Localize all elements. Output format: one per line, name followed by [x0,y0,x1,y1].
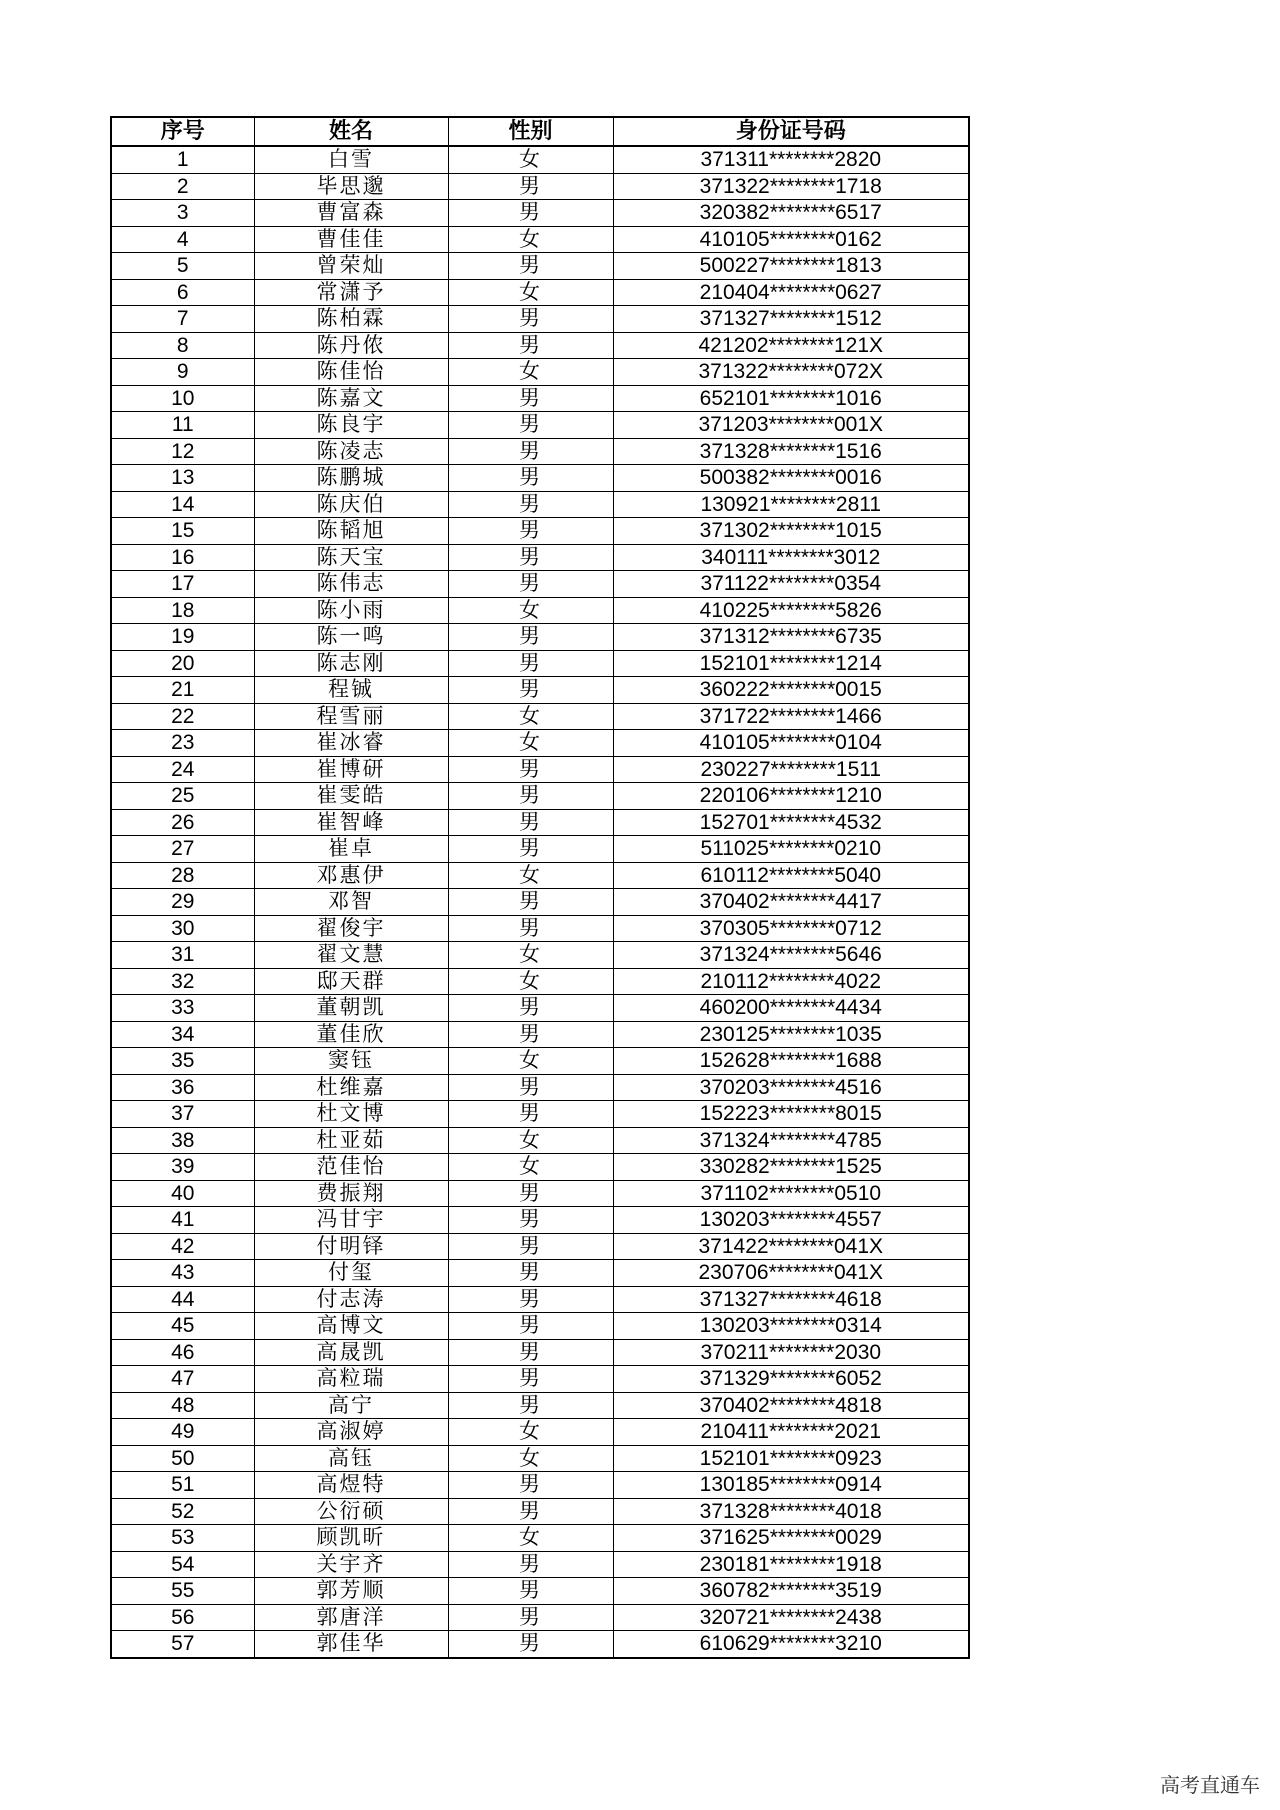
cell-id-number: 210112********4022 [613,968,969,995]
cell-gender: 男 [448,518,613,545]
cell-index: 15 [111,518,254,545]
cell-id-number: 152101********1214 [613,650,969,677]
cell-gender: 男 [448,1233,613,1260]
table-row [111,1260,969,1287]
cell-name: 董朝凯 [254,995,448,1022]
cell-gender: 男 [448,1631,613,1658]
cell-name: 崔智峰 [254,809,448,836]
cell-index: 54 [111,1551,254,1578]
cell-index: 35 [111,1048,254,1075]
cell-id-number: 371302********1015 [613,518,969,545]
cell-gender: 男 [448,438,613,465]
cell-name: 陈凌志 [254,438,448,465]
cell-gender: 女 [448,1154,613,1181]
cell-name: 关宇齐 [254,1551,448,1578]
cell-id-number: 371722********1466 [613,703,969,730]
table-row [111,1366,969,1393]
cell-id-number: 371327********1512 [613,306,969,333]
table-row [111,200,969,227]
cell-id-number: 410105********0162 [613,226,969,253]
table-row [111,544,969,571]
cell-id-number: 511025********0210 [613,836,969,863]
cell-gender: 女 [448,279,613,306]
table-row [111,1631,969,1658]
cell-id-number: 410225********5826 [613,597,969,624]
cell-index: 21 [111,677,254,704]
cell-name: 费振翔 [254,1180,448,1207]
cell-id-number: 371324********4785 [613,1127,969,1154]
cell-index: 7 [111,306,254,333]
cell-gender: 男 [448,412,613,439]
cell-gender: 男 [448,624,613,651]
cell-name: 常潇予 [254,279,448,306]
table-row [111,1604,969,1631]
cell-gender: 男 [448,1286,613,1313]
cell-gender: 男 [448,1260,613,1287]
cell-gender: 男 [448,1366,613,1393]
cell-id-number: 421202********121X [613,332,969,359]
cell-index: 20 [111,650,254,677]
cell-name: 陈柏霖 [254,306,448,333]
cell-id-number: 130185********0914 [613,1472,969,1499]
cell-name: 冯甘宇 [254,1207,448,1234]
cell-gender: 男 [448,1551,613,1578]
cell-id-number: 230181********1918 [613,1551,969,1578]
cell-id-number: 152701********4532 [613,809,969,836]
cell-gender: 女 [448,1445,613,1472]
table-row [111,306,969,333]
cell-name: 陈庆伯 [254,491,448,518]
table-row [111,1445,969,1472]
cell-gender: 女 [448,359,613,386]
cell-index: 34 [111,1021,254,1048]
cell-index: 36 [111,1074,254,1101]
cell-gender: 男 [448,332,613,359]
table-row [111,756,969,783]
header-gender: 性别 [448,117,613,146]
cell-index: 26 [111,809,254,836]
cell-id-number: 371328********1516 [613,438,969,465]
cell-index: 3 [111,200,254,227]
cell-name: 高粒瑞 [254,1366,448,1393]
cell-gender: 男 [448,756,613,783]
cell-name: 程铖 [254,677,448,704]
cell-index: 42 [111,1233,254,1260]
cell-name: 郭芳顺 [254,1578,448,1605]
cell-gender: 女 [448,1419,613,1446]
cell-id-number: 152101********0923 [613,1445,969,1472]
cell-name: 高煜特 [254,1472,448,1499]
table-row [111,385,969,412]
cell-name: 陈天宝 [254,544,448,571]
cell-gender: 女 [448,703,613,730]
cell-name: 高博文 [254,1313,448,1340]
cell-id-number: 371422********041X [613,1233,969,1260]
cell-index: 29 [111,889,254,916]
table-row [111,1419,969,1446]
table-row [111,730,969,757]
cell-name: 郭佳华 [254,1631,448,1658]
cell-name: 陈小雨 [254,597,448,624]
student-roster-table [110,116,970,1659]
cell-name: 曾荣灿 [254,253,448,280]
cell-name: 崔卓 [254,836,448,863]
cell-index: 6 [111,279,254,306]
cell-index: 50 [111,1445,254,1472]
cell-id-number: 500382********0016 [613,465,969,492]
cell-id-number: 130921********2811 [613,491,969,518]
table-row [111,1578,969,1605]
cell-index: 14 [111,491,254,518]
cell-id-number: 230706********041X [613,1260,969,1287]
table-header [111,117,969,146]
cell-index: 18 [111,597,254,624]
cell-index: 53 [111,1525,254,1552]
cell-gender: 男 [448,1498,613,1525]
cell-gender: 女 [448,146,613,173]
cell-name: 高晟凯 [254,1339,448,1366]
table-row [111,1313,969,1340]
cell-gender: 男 [448,1074,613,1101]
cell-gender: 女 [448,862,613,889]
table-row [111,809,969,836]
cell-name: 顾凯昕 [254,1525,448,1552]
cell-id-number: 371102********0510 [613,1180,969,1207]
cell-id-number: 500227********1813 [613,253,969,280]
cell-index: 30 [111,915,254,942]
table-row [111,1180,969,1207]
table-row [111,1339,969,1366]
cell-index: 40 [111,1180,254,1207]
table-row [111,1074,969,1101]
cell-name: 邓智 [254,889,448,916]
cell-id-number: 371327********4618 [613,1286,969,1313]
cell-index: 43 [111,1260,254,1287]
cell-name: 公衍硕 [254,1498,448,1525]
cell-index: 46 [111,1339,254,1366]
cell-id-number: 360222********0015 [613,677,969,704]
cell-name: 白雪 [254,146,448,173]
cell-gender: 女 [448,597,613,624]
cell-name: 崔雯皓 [254,783,448,810]
cell-name: 杜亚茹 [254,1127,448,1154]
cell-name: 翟文慧 [254,942,448,969]
cell-name: 郭唐洋 [254,1604,448,1631]
table-row [111,1498,969,1525]
table-row [111,783,969,810]
cell-id-number: 230125********1035 [613,1021,969,1048]
cell-id-number: 320382********6517 [613,200,969,227]
table-row [111,1154,969,1181]
cell-gender: 男 [448,650,613,677]
cell-gender: 男 [448,1604,613,1631]
cell-id-number: 220106********1210 [613,783,969,810]
cell-gender: 男 [448,385,613,412]
cell-gender: 女 [448,1525,613,1552]
cell-gender: 男 [448,306,613,333]
table-row [111,650,969,677]
cell-gender: 男 [448,677,613,704]
watermark-text: 高考直通车 [1160,1773,1260,1797]
cell-index: 23 [111,730,254,757]
table-row [111,915,969,942]
cell-id-number: 652101********1016 [613,385,969,412]
cell-id-number: 371312********6735 [613,624,969,651]
cell-name: 邓惠伊 [254,862,448,889]
cell-index: 48 [111,1392,254,1419]
cell-id-number: 340111********3012 [613,544,969,571]
table-row [111,1207,969,1234]
cell-index: 12 [111,438,254,465]
cell-id-number: 371203********001X [613,412,969,439]
cell-index: 8 [111,332,254,359]
cell-gender: 男 [448,1101,613,1128]
table-row [111,889,969,916]
cell-name: 曹佳佳 [254,226,448,253]
cell-name: 高淑婷 [254,1419,448,1446]
cell-gender: 男 [448,836,613,863]
table-row [111,1392,969,1419]
cell-name: 陈佳怡 [254,359,448,386]
cell-index: 56 [111,1604,254,1631]
table-row [111,677,969,704]
header-id-number: 身份证号码 [613,117,969,146]
cell-gender: 女 [448,1048,613,1075]
cell-index: 16 [111,544,254,571]
table-row [111,226,969,253]
cell-index: 13 [111,465,254,492]
cell-index: 4 [111,226,254,253]
cell-gender: 女 [448,1127,613,1154]
cell-id-number: 130203********0314 [613,1313,969,1340]
cell-name: 邸天群 [254,968,448,995]
cell-gender: 男 [448,465,613,492]
cell-gender: 男 [448,491,613,518]
cell-index: 19 [111,624,254,651]
cell-id-number: 371625********0029 [613,1525,969,1552]
cell-name: 付志涛 [254,1286,448,1313]
cell-name: 范佳怡 [254,1154,448,1181]
cell-name: 杜文博 [254,1101,448,1128]
cell-gender: 男 [448,1313,613,1340]
header-index: 序号 [111,117,254,146]
cell-index: 22 [111,703,254,730]
table-row [111,1048,969,1075]
table-row [111,438,969,465]
cell-id-number: 371311********2820 [613,146,969,173]
cell-index: 47 [111,1366,254,1393]
cell-name: 陈韬旭 [254,518,448,545]
cell-id-number: 371322********072X [613,359,969,386]
cell-id-number: 610629********3210 [613,1631,969,1658]
cell-index: 51 [111,1472,254,1499]
cell-gender: 女 [448,730,613,757]
cell-id-number: 370211********2030 [613,1339,969,1366]
cell-gender: 男 [448,1180,613,1207]
table-row [111,1127,969,1154]
cell-name: 翟俊宇 [254,915,448,942]
cell-id-number: 410105********0104 [613,730,969,757]
cell-index: 37 [111,1101,254,1128]
cell-id-number: 371329********6052 [613,1366,969,1393]
cell-id-number: 210404********0627 [613,279,969,306]
table-row [111,1472,969,1499]
cell-id-number: 152628********1688 [613,1048,969,1075]
cell-gender: 男 [448,173,613,200]
cell-index: 25 [111,783,254,810]
cell-gender: 女 [448,968,613,995]
cell-name: 崔博研 [254,756,448,783]
cell-id-number: 371328********4018 [613,1498,969,1525]
cell-id-number: 370305********0712 [613,915,969,942]
cell-index: 45 [111,1313,254,1340]
cell-gender: 男 [448,1578,613,1605]
table-row [111,1233,969,1260]
table-row [111,146,969,173]
cell-name: 付明铎 [254,1233,448,1260]
cell-index: 11 [111,412,254,439]
cell-id-number: 152223********8015 [613,1101,969,1128]
cell-name: 高宁 [254,1392,448,1419]
table-row [111,1286,969,1313]
cell-index: 33 [111,995,254,1022]
cell-gender: 女 [448,226,613,253]
cell-index: 5 [111,253,254,280]
cell-index: 31 [111,942,254,969]
cell-id-number: 370402********4417 [613,889,969,916]
cell-index: 41 [111,1207,254,1234]
cell-name: 陈良宇 [254,412,448,439]
cell-name: 陈鹏城 [254,465,448,492]
cell-id-number: 330282********1525 [613,1154,969,1181]
table-row [111,624,969,651]
cell-id-number: 230227********1511 [613,756,969,783]
cell-index: 17 [111,571,254,598]
table-row [111,279,969,306]
cell-gender: 男 [448,995,613,1022]
cell-gender: 女 [448,942,613,969]
cell-name: 陈伟志 [254,571,448,598]
cell-id-number: 320721********2438 [613,1604,969,1631]
cell-name: 程雪丽 [254,703,448,730]
cell-id-number: 460200********4434 [613,995,969,1022]
cell-name: 陈一鸣 [254,624,448,651]
table-row [111,332,969,359]
cell-id-number: 130203********4557 [613,1207,969,1234]
cell-name: 毕思邈 [254,173,448,200]
cell-gender: 男 [448,783,613,810]
cell-index: 1 [111,146,254,173]
table-row [111,1525,969,1552]
table-row [111,253,969,280]
cell-id-number: 371322********1718 [613,173,969,200]
cell-id-number: 610112********5040 [613,862,969,889]
table-row [111,703,969,730]
cell-gender: 男 [448,1021,613,1048]
table-row [111,465,969,492]
cell-id-number: 370402********4818 [613,1392,969,1419]
cell-gender: 男 [448,1472,613,1499]
table-row [111,968,969,995]
cell-index: 32 [111,968,254,995]
table-row [111,518,969,545]
cell-id-number: 371122********0354 [613,571,969,598]
table-row [111,1551,969,1578]
cell-name: 陈嘉文 [254,385,448,412]
cell-name: 董佳欣 [254,1021,448,1048]
table-row [111,491,969,518]
table-row [111,1101,969,1128]
cell-index: 52 [111,1498,254,1525]
cell-index: 55 [111,1578,254,1605]
cell-name: 陈丹侬 [254,332,448,359]
table-body [111,146,969,1658]
cell-name: 崔冰睿 [254,730,448,757]
cell-id-number: 210411********2021 [613,1419,969,1446]
cell-gender: 男 [448,889,613,916]
cell-name: 高钰 [254,1445,448,1472]
table-row [111,995,969,1022]
cell-index: 9 [111,359,254,386]
table-row [111,359,969,386]
cell-gender: 男 [448,200,613,227]
cell-name: 曹富森 [254,200,448,227]
cell-id-number: 370203********4516 [613,1074,969,1101]
cell-gender: 男 [448,809,613,836]
cell-index: 24 [111,756,254,783]
cell-index: 49 [111,1419,254,1446]
table-row [111,412,969,439]
cell-gender: 男 [448,915,613,942]
table-row [111,597,969,624]
cell-name: 付玺 [254,1260,448,1287]
table-row [111,571,969,598]
cell-index: 39 [111,1154,254,1181]
cell-name: 杜维嘉 [254,1074,448,1101]
cell-gender: 男 [448,1392,613,1419]
cell-index: 44 [111,1286,254,1313]
cell-id-number: 371324********5646 [613,942,969,969]
header-name: 姓名 [254,117,448,146]
cell-gender: 男 [448,1207,613,1234]
cell-gender: 男 [448,544,613,571]
cell-index: 57 [111,1631,254,1658]
header-row [111,117,969,146]
table-row [111,942,969,969]
table-row [111,1021,969,1048]
cell-gender: 男 [448,571,613,598]
cell-gender: 男 [448,253,613,280]
cell-index: 27 [111,836,254,863]
table-row [111,862,969,889]
cell-name: 陈志刚 [254,650,448,677]
cell-index: 38 [111,1127,254,1154]
cell-index: 2 [111,173,254,200]
cell-index: 28 [111,862,254,889]
cell-index: 10 [111,385,254,412]
cell-id-number: 360782********3519 [613,1578,969,1605]
table-row [111,836,969,863]
cell-gender: 男 [448,1339,613,1366]
table-row [111,173,969,200]
cell-name: 窦钰 [254,1048,448,1075]
